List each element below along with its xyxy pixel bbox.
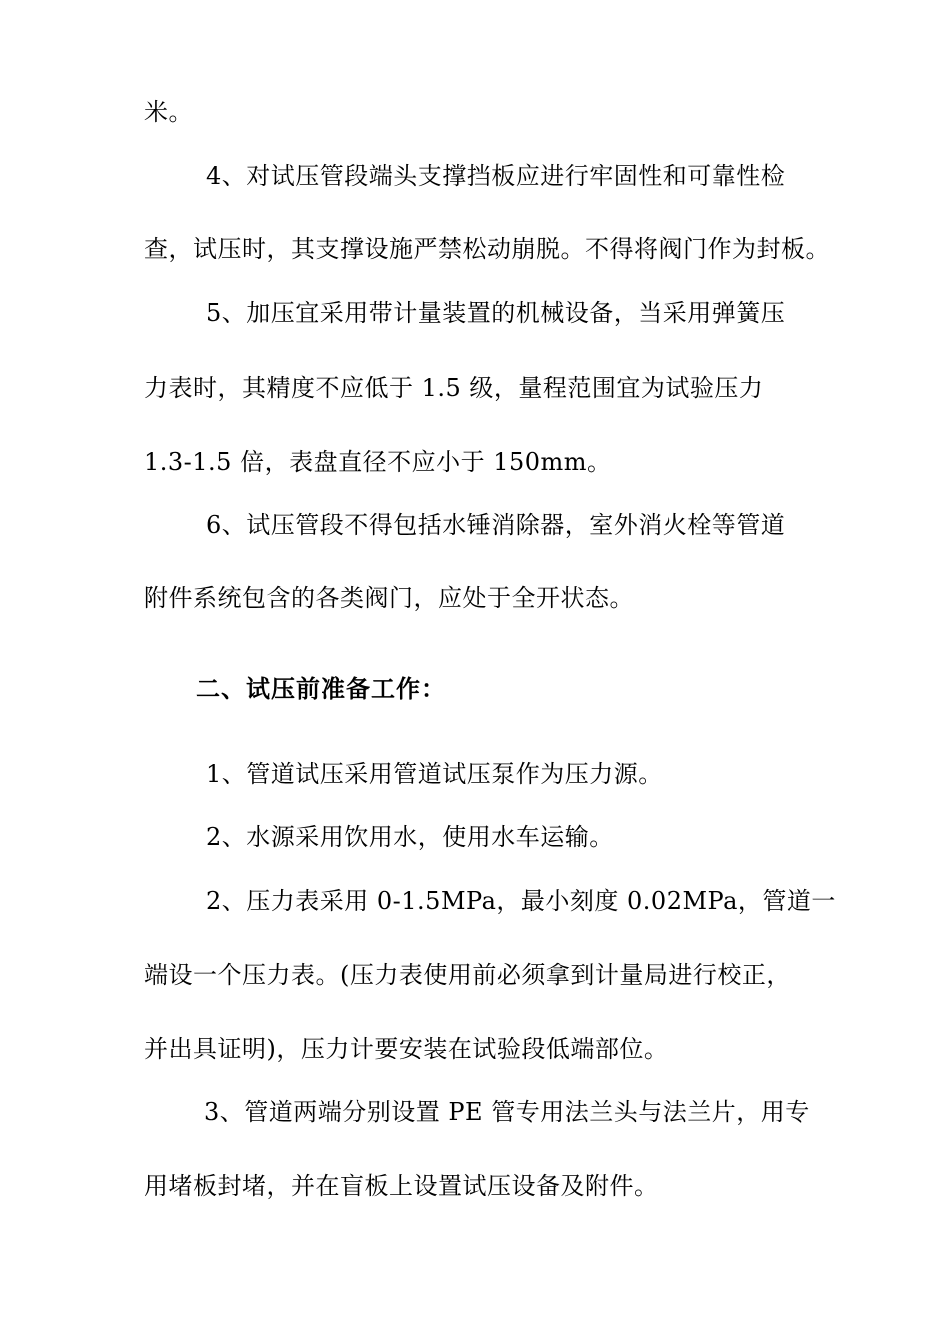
text-line: 查，试压时，其支撑设施严禁松动崩脱。不得将阀门作为封板。 xyxy=(144,235,830,263)
text-line: 用堵板封堵，并在盲板上设置试压设备及附件。 xyxy=(144,1172,659,1200)
text-line: 2、水源采用饮用水，使用水车运输。 xyxy=(206,823,614,851)
text-line: 端设一个压力表。(压力表使用前必须拿到计量局进行校正， xyxy=(144,961,791,989)
text-line: 4、对试压管段端头支撑挡板应进行牢固性和可靠性检 xyxy=(206,162,786,190)
text-line: 1、管道试压采用管道试压泵作为压力源。 xyxy=(206,760,663,788)
text-line: 6、试压管段不得包括水锤消除器，室外消火栓等管道 xyxy=(206,511,786,539)
text-line: 附件系统包含的各类阀门，应处于全开状态。 xyxy=(144,584,634,612)
text-line: 3、管道两端分别设置 PE 管专用法兰头与法兰片，用专 xyxy=(204,1098,810,1126)
text-line: 5、加压宜采用带计量装置的机械设备，当采用弹簧压 xyxy=(206,299,786,327)
text-line: 并出具证明)，压力计要安装在试验段低端部位。 xyxy=(144,1035,669,1063)
section-heading: 二、试压前准备工作： xyxy=(196,675,446,703)
text-line: 2、压力表采用 0-1.5MPa，最小刻度 0.02MPa，管道一 xyxy=(206,887,836,915)
text-line: 1.3-1.5 倍，表盘直径不应小于 150mm。 xyxy=(144,448,612,476)
text-line: 力表时，其精度不应低于 1.5 级，量程范围宜为试验压力 xyxy=(144,374,764,402)
text-line: 米。 xyxy=(144,98,193,126)
